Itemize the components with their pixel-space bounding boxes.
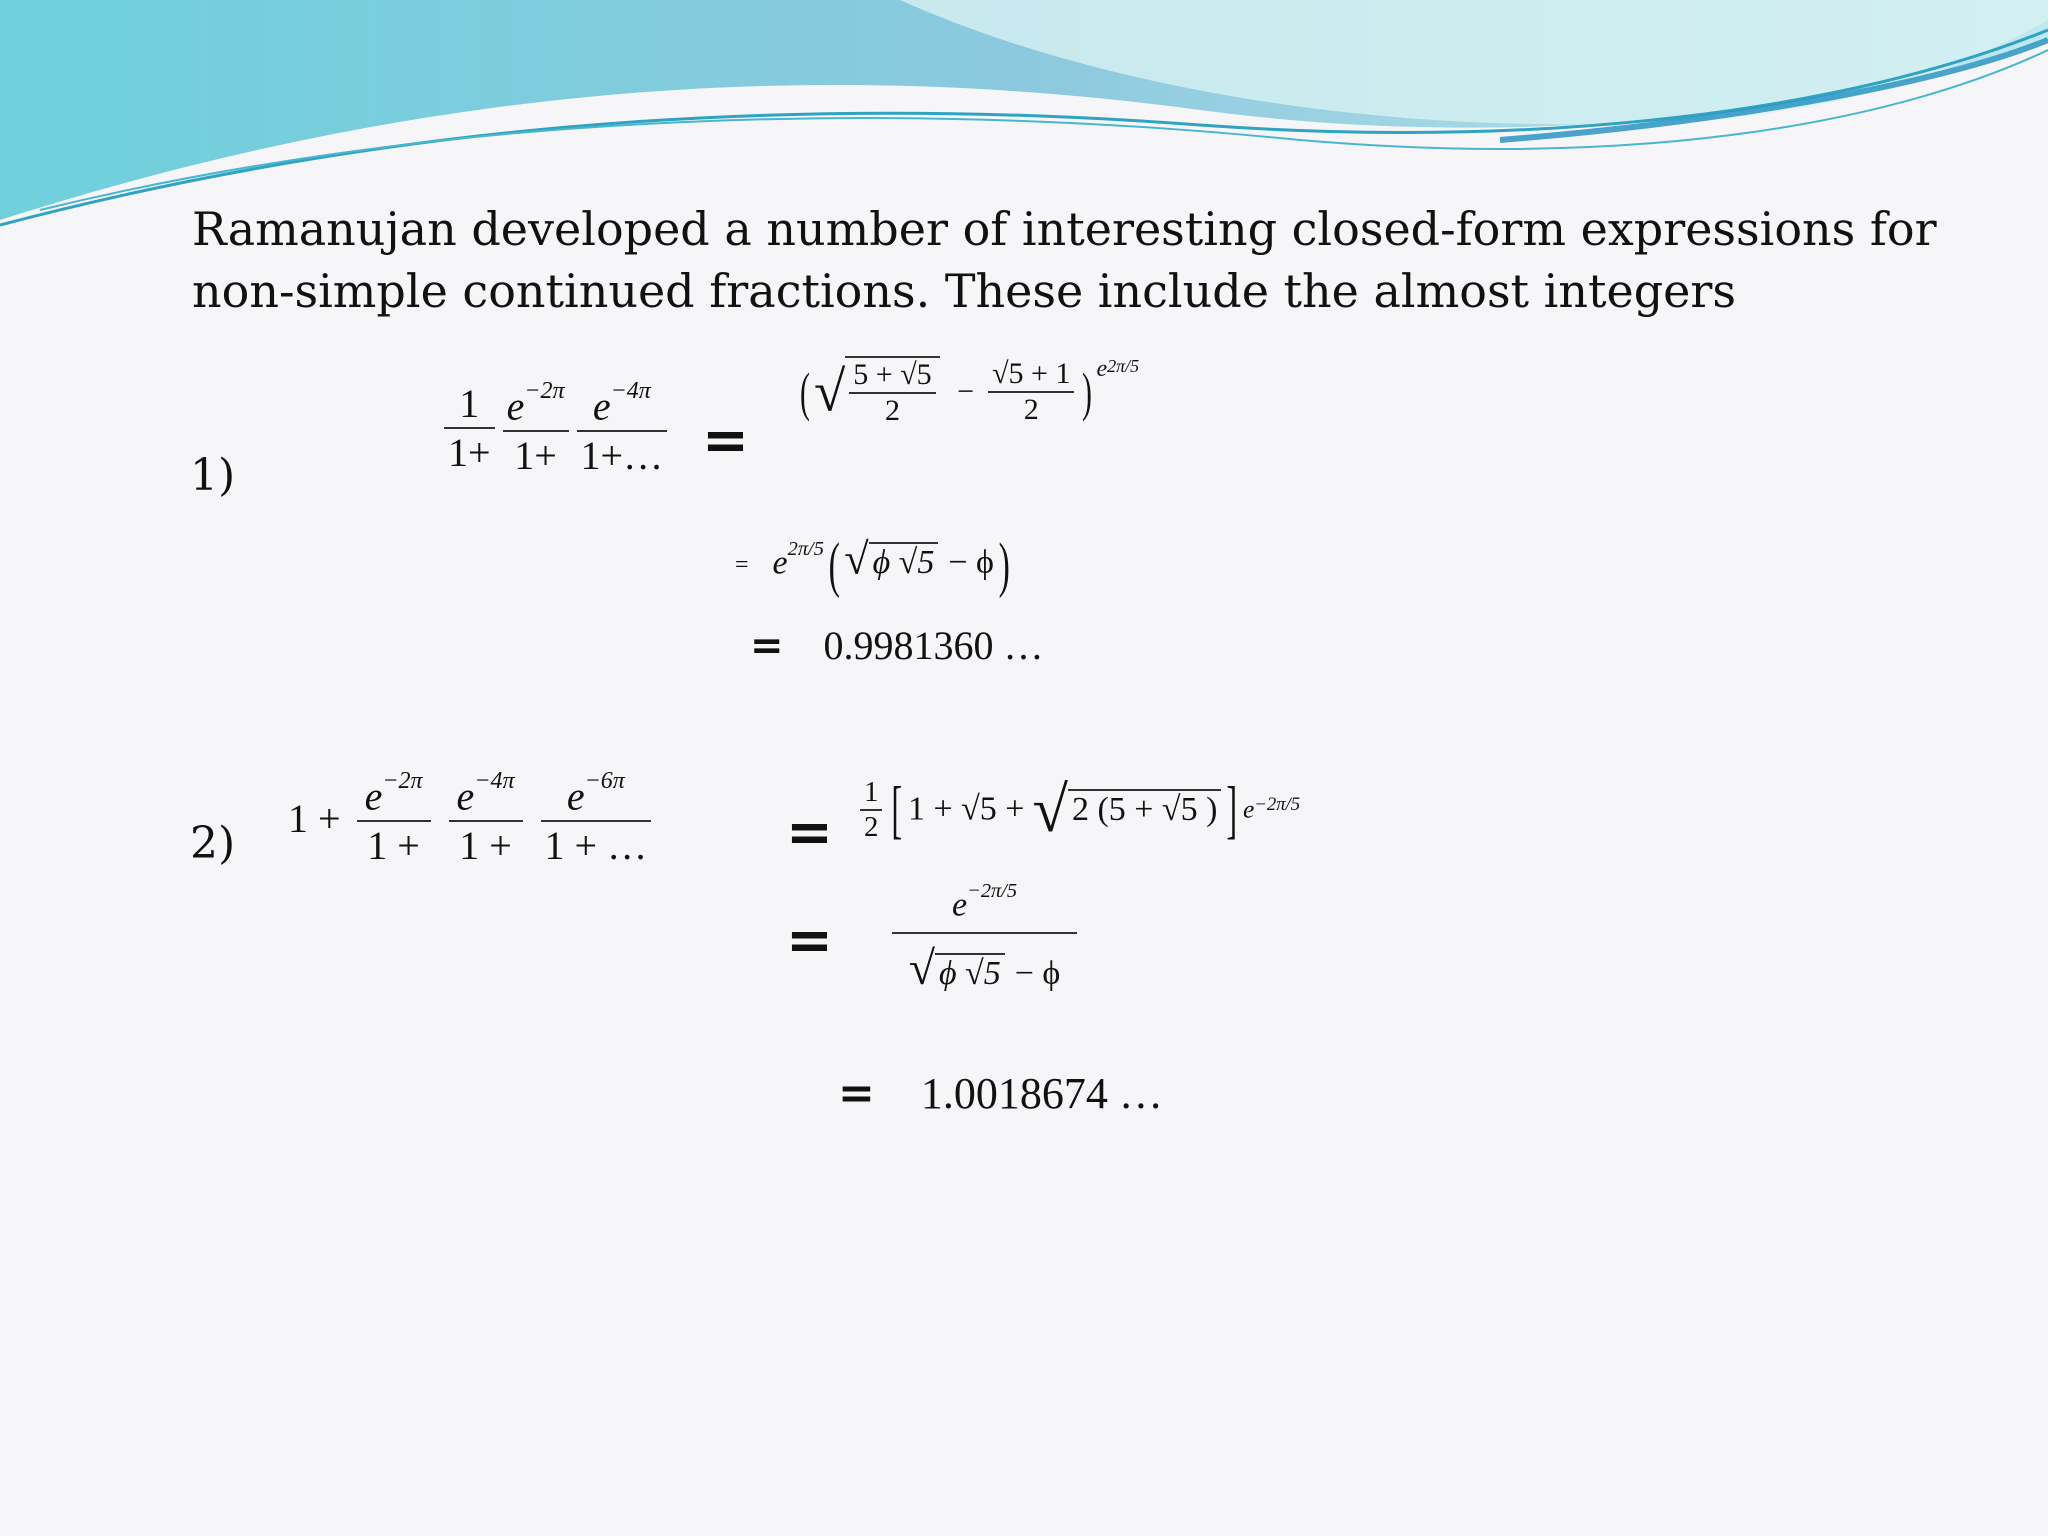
fraction-numerator: 1: [860, 776, 882, 811]
sqrt-content: ϕ √5: [869, 542, 939, 581]
cf-exp: −2π: [382, 768, 423, 794]
sqrt-sign: √ $\frac{5 + √5}{2}$: [814, 356, 940, 428]
item-2-rhs-2: $\frac{e^{-2\pi/5}}{√ \phi √5 - \phi}$: [888, 880, 1081, 996]
sqrt-content: ϕ √5: [935, 953, 1005, 992]
cf-den: 1+: [514, 432, 557, 478]
item-2-label: 2): [190, 818, 236, 869]
item-1-label: 1): [190, 450, 236, 501]
lead-term: 1 +: [288, 795, 341, 841]
item-1-continued-fraction: [440, 378, 671, 479]
exp-base: e: [772, 544, 788, 582]
fraction-denominator: 2: [1023, 393, 1039, 426]
exponent: −2π/5: [967, 880, 1018, 902]
cf-exp: −6π: [584, 768, 625, 794]
item-2-rhs-1: $\frac{1}{2}$ [ 1 + √5 + √ 2 (5 + √5 ) ] $e^{-2\pi/5}$: [856, 772, 1300, 847]
fraction-denominator: 2: [864, 810, 879, 843]
item-2-value: 1.0018674 …: [920, 1069, 1163, 1118]
cf-den: 1 +: [367, 822, 420, 868]
fraction-numerator: 5 + √5: [849, 358, 935, 394]
cf-num: e: [364, 773, 383, 819]
sqrt-content: 2 (5 + √5 ): [1068, 789, 1221, 828]
item-1-rhs-2: = $e^{2\pi/5}$( √ ϕ √5 − ϕ): [735, 531, 1010, 599]
exponent: 2π/5: [1107, 356, 1140, 376]
minus-phi: − ϕ: [1014, 955, 1061, 993]
item-1-value: 0.9981360 …: [823, 623, 1044, 668]
cf-num: e: [506, 383, 525, 429]
item-1-equals-1: =: [702, 408, 749, 473]
minus-phi: − ϕ: [948, 544, 994, 582]
cf-den: 1+…: [580, 432, 664, 478]
cf-exp: −2π: [524, 378, 565, 404]
cf-num: e: [566, 773, 585, 819]
item-1-value-line: = 0.9981360 …: [750, 623, 1044, 669]
exponent: −2π/5: [1254, 793, 1301, 815]
intro-line-1: Ramanujan developed a number of interesting closed-form expressions for: [192, 202, 1937, 256]
cf-num: e: [592, 383, 611, 429]
item-2-equals-2: =: [786, 908, 833, 973]
exponent: 2π/5: [787, 537, 824, 560]
cf-den: 1+: [448, 430, 491, 476]
item-2-equals-1: =: [786, 800, 833, 865]
item-1-rhs-1: (√ $\frac{5 + √5}{2}$ − $\frac{√5 + 1}{2}$ ) $^{e2\pi/5}$: [800, 356, 1140, 427]
cf-num: e: [456, 773, 475, 819]
fraction-denominator: 2: [884, 394, 900, 427]
fraction-numerator: e: [952, 886, 968, 924]
intro-line-2: non-simple continued fractions. These include the almost integers: [192, 264, 1736, 318]
intro-text: [192, 198, 1952, 322]
bracket-term: 1 + √5 +: [907, 790, 1025, 828]
cf-exp: −4π: [474, 768, 515, 794]
item-2-continued-fraction: [288, 768, 655, 869]
cf-den: 1 + …: [544, 822, 648, 868]
cf-num: 1: [444, 380, 495, 429]
cf-exp: −4π: [610, 378, 651, 404]
fraction-numerator: √5 + 1: [988, 357, 1074, 393]
cf-den: 1 +: [459, 822, 512, 868]
item-2-value-line: = 1.0018674 …: [838, 1068, 1163, 1119]
